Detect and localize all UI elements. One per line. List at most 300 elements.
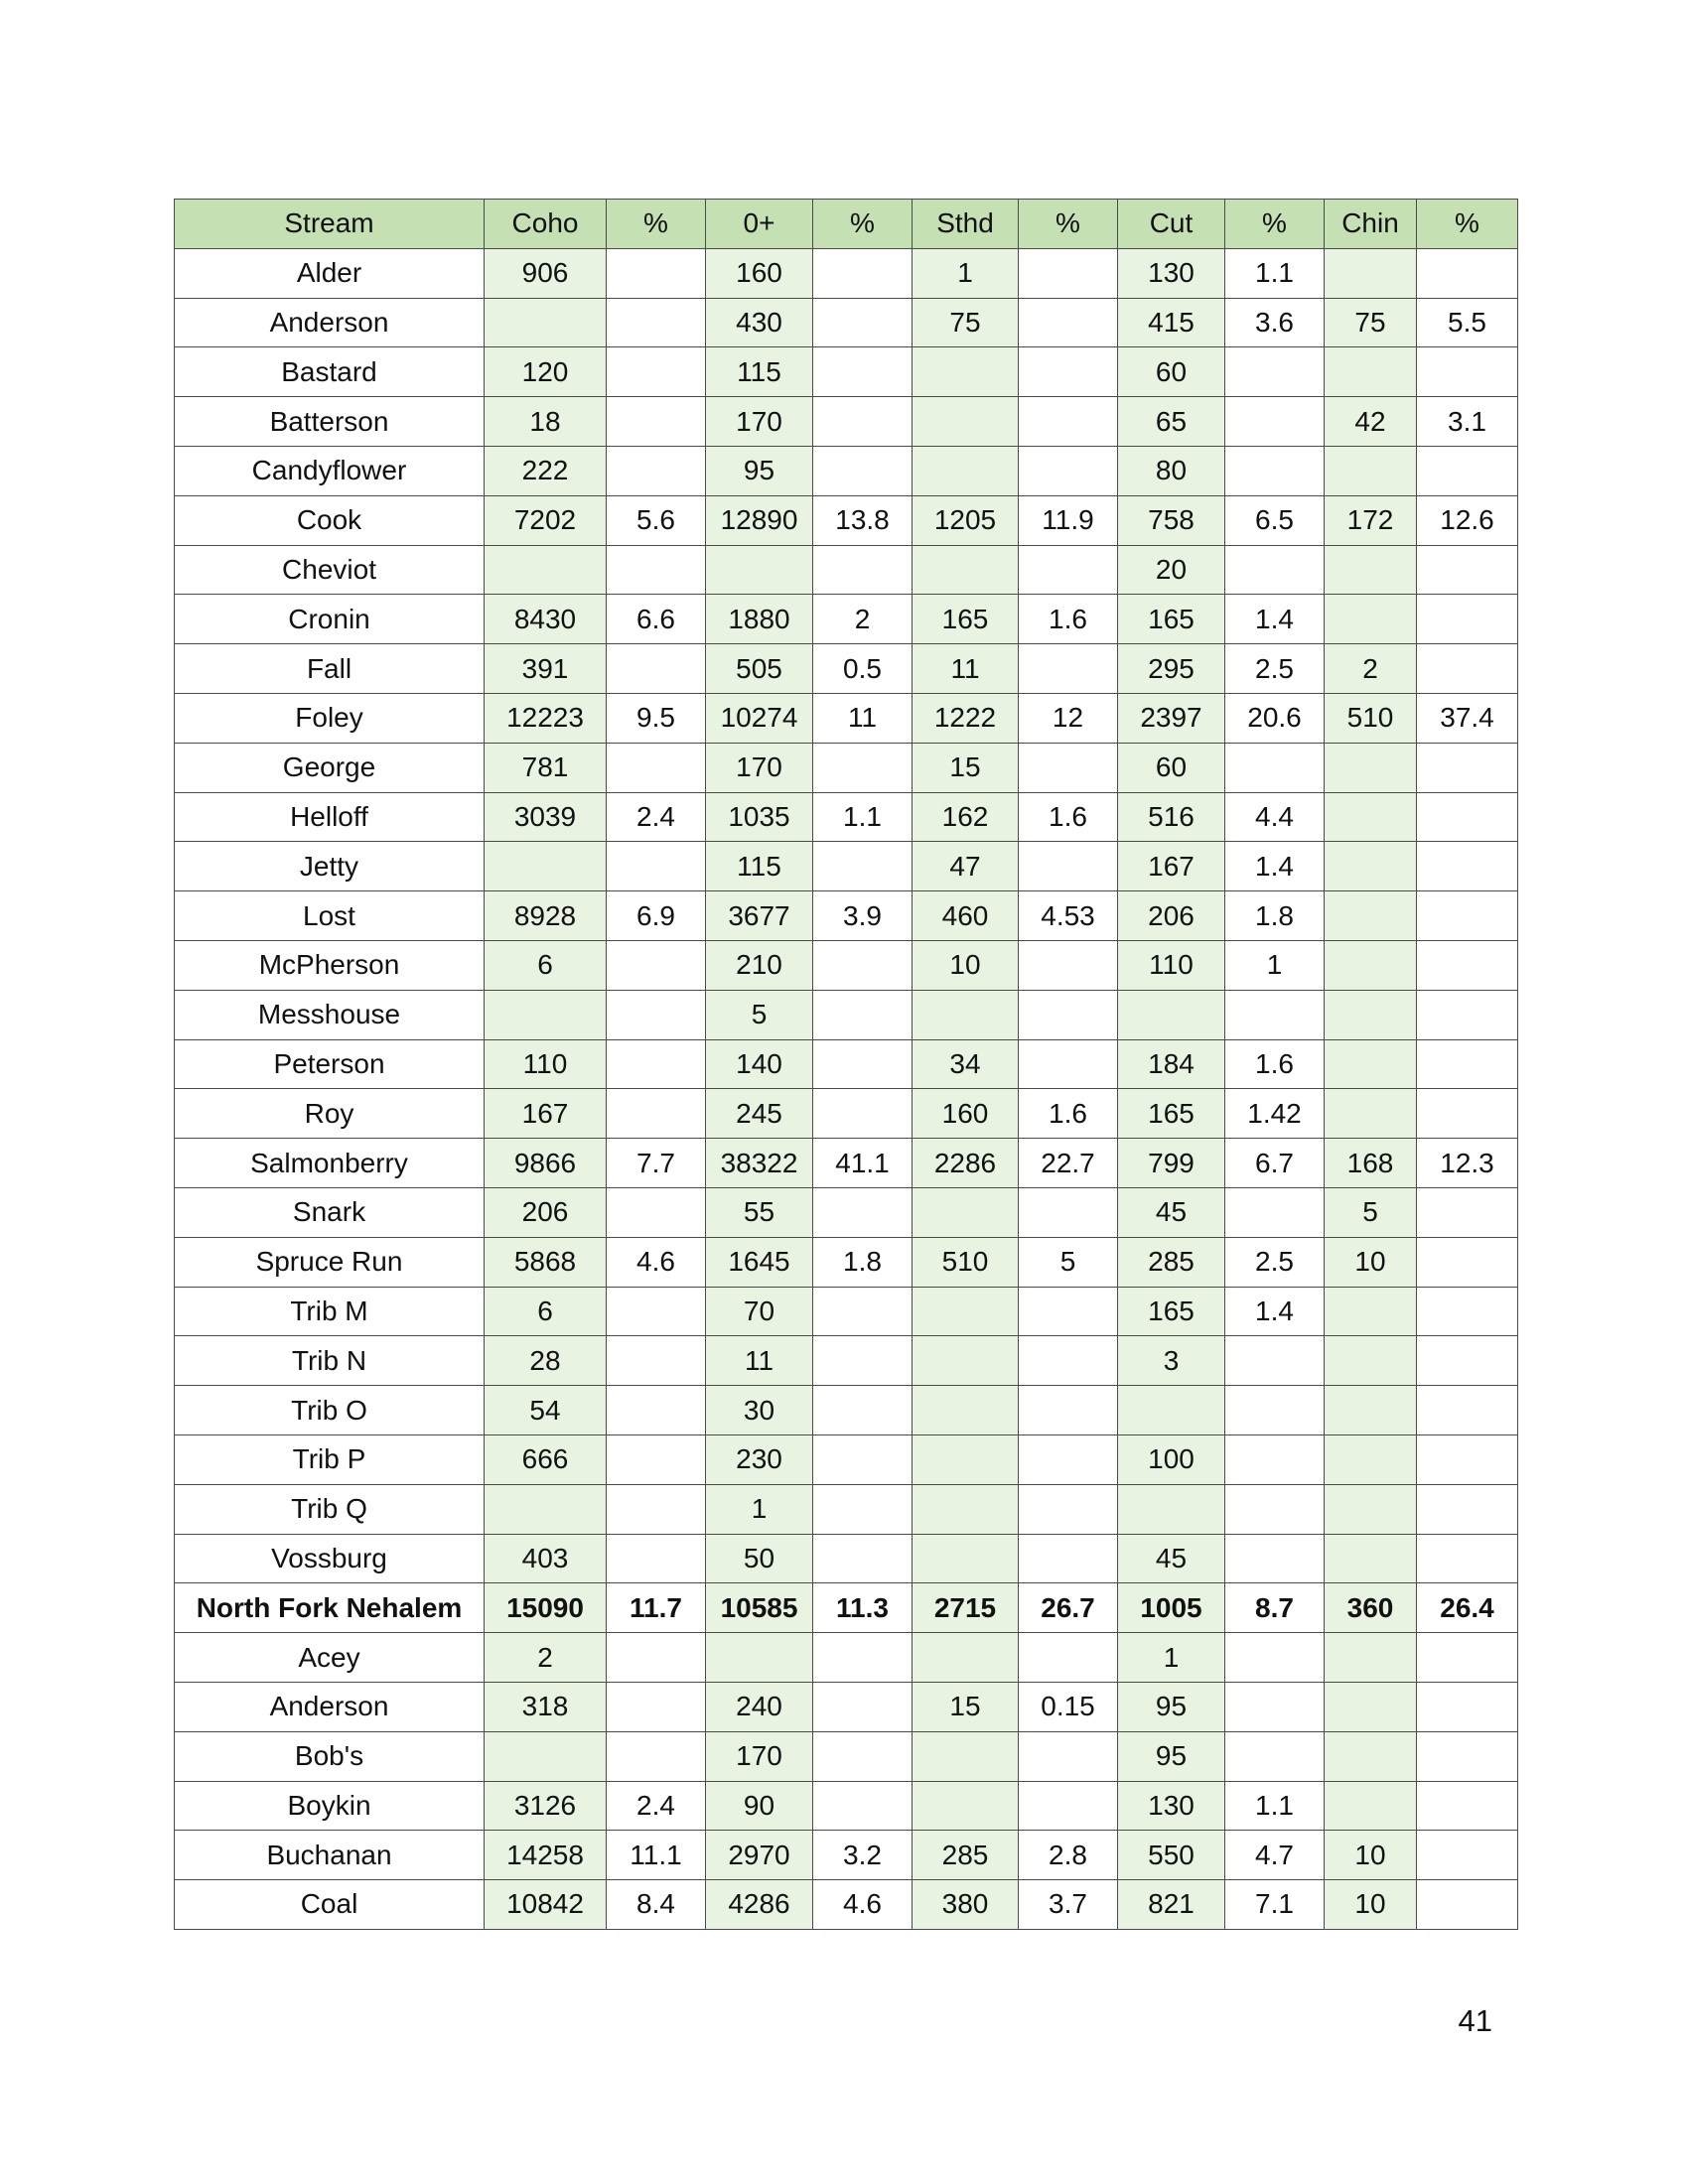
cell-chin-pct <box>1417 1187 1518 1237</box>
cell-sthd-pct: 1.6 <box>1019 792 1118 842</box>
cell-age0: 170 <box>706 1731 813 1781</box>
cell-coho-pct <box>607 1187 706 1237</box>
cell-sthd <box>913 397 1019 447</box>
cell-coho: 906 <box>485 248 607 298</box>
cell-age0: 1035 <box>706 792 813 842</box>
cell-coho-pct <box>607 1039 706 1089</box>
cell-chin-pct <box>1417 842 1518 891</box>
table-body <box>175 248 1518 1929</box>
table-row <box>175 940 1518 990</box>
table-row <box>175 1336 1518 1386</box>
cell-coho: 54 <box>485 1386 607 1435</box>
cell-sthd-pct: 0.15 <box>1019 1682 1118 1731</box>
table-row <box>175 1287 1518 1336</box>
cell-stream: Coal <box>175 1880 485 1930</box>
cell-age0-pct <box>813 1534 913 1583</box>
column-header-age0: 0+ <box>706 200 813 249</box>
table-row <box>175 248 1518 298</box>
cell-chin <box>1325 1039 1417 1089</box>
cell-coho: 5868 <box>485 1237 607 1287</box>
cell-sthd: 460 <box>913 891 1019 941</box>
cell-cut-pct <box>1225 397 1325 447</box>
cell-cut: 799 <box>1118 1139 1225 1188</box>
cell-stream: Trib O <box>175 1386 485 1435</box>
cell-chin: 2 <box>1325 644 1417 694</box>
cell-coho-pct <box>607 298 706 347</box>
cell-cut-pct <box>1225 1484 1325 1534</box>
table-row <box>175 347 1518 397</box>
cell-sthd: 10 <box>913 940 1019 990</box>
cell-cut-pct: 1.4 <box>1225 1287 1325 1336</box>
cell-sthd-pct <box>1019 1534 1118 1583</box>
cell-chin <box>1325 446 1417 495</box>
column-header-stream: Stream <box>175 200 485 249</box>
cell-cut-pct <box>1225 1534 1325 1583</box>
cell-sthd-pct <box>1019 298 1118 347</box>
cell-cut-pct <box>1225 990 1325 1039</box>
table-row <box>175 1731 1518 1781</box>
cell-coho-pct <box>607 1336 706 1386</box>
cell-coho: 18 <box>485 397 607 447</box>
cell-cut: 206 <box>1118 891 1225 941</box>
cell-chin <box>1325 1781 1417 1831</box>
cell-sthd-pct: 26.7 <box>1019 1583 1118 1633</box>
cell-sthd: 2286 <box>913 1139 1019 1188</box>
cell-cut: 60 <box>1118 743 1225 792</box>
cell-sthd <box>913 347 1019 397</box>
cell-chin-pct: 5.5 <box>1417 298 1518 347</box>
cell-sthd <box>913 1434 1019 1484</box>
cell-age0-pct: 41.1 <box>813 1139 913 1188</box>
cell-sthd-pct <box>1019 644 1118 694</box>
cell-age0: 170 <box>706 743 813 792</box>
cell-chin-pct <box>1417 1633 1518 1683</box>
table-row <box>175 1682 1518 1731</box>
column-header-chin: Chin <box>1325 200 1417 249</box>
column-header-cut: Cut <box>1118 200 1225 249</box>
cell-coho-pct: 9.5 <box>607 693 706 743</box>
cell-coho: 9866 <box>485 1139 607 1188</box>
cell-chin-pct <box>1417 1831 1518 1880</box>
cell-sthd-pct <box>1019 347 1118 397</box>
cell-age0: 5 <box>706 990 813 1039</box>
cell-chin-pct <box>1417 891 1518 941</box>
cell-cut-pct: 1 <box>1225 940 1325 990</box>
cell-stream: Boykin <box>175 1781 485 1831</box>
cell-age0: 55 <box>706 1187 813 1237</box>
cell-stream: Snark <box>175 1187 485 1237</box>
cell-cut-pct: 7.1 <box>1225 1880 1325 1930</box>
cell-chin <box>1325 347 1417 397</box>
cell-cut <box>1118 1386 1225 1435</box>
cell-age0-pct <box>813 1633 913 1683</box>
cell-coho-pct <box>607 1386 706 1435</box>
cell-sthd-pct <box>1019 1187 1118 1237</box>
cell-coho-pct <box>607 1484 706 1534</box>
cell-coho: 28 <box>485 1336 607 1386</box>
column-header-chin-pct: % <box>1417 200 1518 249</box>
cell-chin-pct: 12.6 <box>1417 495 1518 545</box>
cell-age0-pct <box>813 1336 913 1386</box>
table-row <box>175 1831 1518 1880</box>
cell-sthd: 162 <box>913 792 1019 842</box>
cell-stream: Jetty <box>175 842 485 891</box>
cell-sthd-pct: 12 <box>1019 693 1118 743</box>
cell-age0-pct <box>813 248 913 298</box>
cell-stream: Acey <box>175 1633 485 1683</box>
table-row <box>175 1386 1518 1435</box>
cell-age0-pct <box>813 397 913 447</box>
cell-stream: North Fork Nehalem <box>175 1583 485 1633</box>
cell-sthd-pct: 1.6 <box>1019 595 1118 644</box>
cell-cut: 95 <box>1118 1682 1225 1731</box>
cell-stream: Anderson <box>175 1682 485 1731</box>
cell-coho: 167 <box>485 1089 607 1139</box>
cell-sthd-pct <box>1019 743 1118 792</box>
cell-coho-pct <box>607 1534 706 1583</box>
cell-cut: 1 <box>1118 1633 1225 1683</box>
cell-cut-pct <box>1225 1187 1325 1237</box>
cell-age0-pct <box>813 1781 913 1831</box>
cell-stream: Roy <box>175 1089 485 1139</box>
cell-chin: 168 <box>1325 1139 1417 1188</box>
cell-cut: 415 <box>1118 298 1225 347</box>
cell-coho: 7202 <box>485 495 607 545</box>
cell-chin: 10 <box>1325 1880 1417 1930</box>
cell-chin <box>1325 842 1417 891</box>
cell-sthd-pct <box>1019 1434 1118 1484</box>
cell-age0: 90 <box>706 1781 813 1831</box>
table-row <box>175 298 1518 347</box>
cell-coho: 666 <box>485 1434 607 1484</box>
cell-chin-pct <box>1417 1534 1518 1583</box>
cell-coho: 14258 <box>485 1831 607 1880</box>
cell-age0: 10274 <box>706 693 813 743</box>
cell-chin-pct <box>1417 1484 1518 1534</box>
cell-coho-pct: 8.4 <box>607 1880 706 1930</box>
cell-cut: 65 <box>1118 397 1225 447</box>
cell-chin <box>1325 990 1417 1039</box>
cell-age0-pct: 13.8 <box>813 495 913 545</box>
table-row <box>175 446 1518 495</box>
cell-sthd: 1222 <box>913 693 1019 743</box>
cell-cut: 184 <box>1118 1039 1225 1089</box>
cell-cut-pct <box>1225 347 1325 397</box>
cell-chin-pct <box>1417 545 1518 595</box>
cell-chin: 5 <box>1325 1187 1417 1237</box>
table-row <box>175 1139 1518 1188</box>
cell-sthd-pct <box>1019 1484 1118 1534</box>
table-row <box>175 1781 1518 1831</box>
cell-cut: 165 <box>1118 1089 1225 1139</box>
cell-chin <box>1325 1089 1417 1139</box>
cell-age0-pct: 1.8 <box>813 1237 913 1287</box>
cell-chin <box>1325 1336 1417 1386</box>
cell-stream: Foley <box>175 693 485 743</box>
cell-sthd: 1205 <box>913 495 1019 545</box>
cell-cut-pct <box>1225 545 1325 595</box>
cell-sthd-pct <box>1019 1287 1118 1336</box>
table-row <box>175 1237 1518 1287</box>
fish-count-table <box>174 199 1518 1930</box>
cell-sthd <box>913 1633 1019 1683</box>
table-row <box>175 842 1518 891</box>
cell-coho-pct <box>607 248 706 298</box>
cell-cut-pct: 2.5 <box>1225 644 1325 694</box>
cell-sthd: 15 <box>913 1682 1019 1731</box>
cell-age0: 95 <box>706 446 813 495</box>
cell-age0: 3677 <box>706 891 813 941</box>
cell-sthd <box>913 1187 1019 1237</box>
cell-sthd <box>913 446 1019 495</box>
table-row <box>175 1039 1518 1089</box>
cell-age0-pct <box>813 1089 913 1139</box>
cell-sthd-pct <box>1019 842 1118 891</box>
cell-sthd: 285 <box>913 1831 1019 1880</box>
cell-chin <box>1325 891 1417 941</box>
table-row <box>175 743 1518 792</box>
cell-cut-pct: 1.6 <box>1225 1039 1325 1089</box>
cell-age0-pct: 3.9 <box>813 891 913 941</box>
cell-chin-pct <box>1417 1336 1518 1386</box>
cell-sthd: 15 <box>913 743 1019 792</box>
cell-cut: 60 <box>1118 347 1225 397</box>
cell-age0-pct <box>813 1386 913 1435</box>
cell-age0-pct: 11.3 <box>813 1583 913 1633</box>
cell-sthd-pct <box>1019 545 1118 595</box>
cell-sthd-pct <box>1019 1781 1118 1831</box>
cell-chin-pct <box>1417 1781 1518 1831</box>
cell-sthd-pct <box>1019 248 1118 298</box>
cell-age0: 115 <box>706 842 813 891</box>
cell-age0-pct <box>813 545 913 595</box>
cell-chin-pct <box>1417 743 1518 792</box>
table-row <box>175 990 1518 1039</box>
cell-coho: 3039 <box>485 792 607 842</box>
cell-cut-pct <box>1225 1731 1325 1781</box>
cell-chin <box>1325 1731 1417 1781</box>
cell-sthd-pct <box>1019 1633 1118 1683</box>
cell-age0-pct <box>813 1484 913 1534</box>
cell-sthd <box>913 1534 1019 1583</box>
cell-sthd-pct: 3.7 <box>1019 1880 1118 1930</box>
cell-sthd: 160 <box>913 1089 1019 1139</box>
cell-coho-pct: 4.6 <box>607 1237 706 1287</box>
cell-cut-pct <box>1225 1633 1325 1683</box>
cell-chin-pct <box>1417 644 1518 694</box>
cell-cut-pct <box>1225 743 1325 792</box>
cell-age0 <box>706 545 813 595</box>
cell-chin-pct: 26.4 <box>1417 1583 1518 1633</box>
cell-coho-pct: 11.1 <box>607 1831 706 1880</box>
cell-age0-pct <box>813 1039 913 1089</box>
cell-age0: 115 <box>706 347 813 397</box>
cell-stream: Cheviot <box>175 545 485 595</box>
cell-sthd <box>913 545 1019 595</box>
table-row <box>175 1434 1518 1484</box>
cell-coho: 10842 <box>485 1880 607 1930</box>
cell-age0-pct <box>813 1731 913 1781</box>
cell-sthd <box>913 1287 1019 1336</box>
cell-chin-pct: 12.3 <box>1417 1139 1518 1188</box>
column-header-sthd-pct: % <box>1019 200 1118 249</box>
cell-chin: 42 <box>1325 397 1417 447</box>
cell-cut: 550 <box>1118 1831 1225 1880</box>
cell-cut-pct: 20.6 <box>1225 693 1325 743</box>
cell-age0-pct <box>813 1187 913 1237</box>
cell-chin <box>1325 1434 1417 1484</box>
cell-cut-pct <box>1225 446 1325 495</box>
table-row <box>175 595 1518 644</box>
cell-chin: 510 <box>1325 693 1417 743</box>
cell-chin-pct: 37.4 <box>1417 693 1518 743</box>
table-row <box>175 1583 1518 1633</box>
table-row <box>175 891 1518 941</box>
cell-stream: Cook <box>175 495 485 545</box>
cell-cut-pct <box>1225 1682 1325 1731</box>
cell-sthd-pct <box>1019 1386 1118 1435</box>
cell-sthd-pct: 1.6 <box>1019 1089 1118 1139</box>
cell-coho: 222 <box>485 446 607 495</box>
cell-cut: 2397 <box>1118 693 1225 743</box>
cell-chin-pct <box>1417 347 1518 397</box>
cell-chin-pct <box>1417 1237 1518 1287</box>
cell-chin-pct <box>1417 1039 1518 1089</box>
cell-chin-pct <box>1417 792 1518 842</box>
cell-coho: 3126 <box>485 1781 607 1831</box>
cell-stream: Trib N <box>175 1336 485 1386</box>
cell-cut: 45 <box>1118 1187 1225 1237</box>
cell-chin <box>1325 1633 1417 1683</box>
cell-chin-pct <box>1417 1682 1518 1731</box>
cell-coho-pct: 2.4 <box>607 1781 706 1831</box>
cell-sthd: 11 <box>913 644 1019 694</box>
cell-chin-pct <box>1417 595 1518 644</box>
cell-sthd-pct <box>1019 446 1118 495</box>
cell-coho-pct <box>607 347 706 397</box>
cell-chin-pct <box>1417 1731 1518 1781</box>
cell-chin <box>1325 1287 1417 1336</box>
cell-sthd-pct <box>1019 1336 1118 1386</box>
cell-age0-pct <box>813 940 913 990</box>
cell-coho-pct: 5.6 <box>607 495 706 545</box>
cell-chin-pct <box>1417 1880 1518 1930</box>
cell-chin-pct <box>1417 248 1518 298</box>
cell-cut-pct: 8.7 <box>1225 1583 1325 1633</box>
cell-sthd <box>913 990 1019 1039</box>
cell-age0: 245 <box>706 1089 813 1139</box>
cell-age0: 240 <box>706 1682 813 1731</box>
cell-chin-pct <box>1417 1287 1518 1336</box>
cell-cut-pct: 1.4 <box>1225 842 1325 891</box>
cell-cut-pct: 2.5 <box>1225 1237 1325 1287</box>
cell-age0-pct <box>813 990 913 1039</box>
cell-sthd: 510 <box>913 1237 1019 1287</box>
cell-age0-pct <box>813 347 913 397</box>
cell-coho: 8430 <box>485 595 607 644</box>
cell-chin-pct <box>1417 446 1518 495</box>
cell-age0: 140 <box>706 1039 813 1089</box>
cell-coho: 15090 <box>485 1583 607 1633</box>
column-header-coho-pct: % <box>607 200 706 249</box>
cell-age0: 38322 <box>706 1139 813 1188</box>
cell-coho-pct <box>607 940 706 990</box>
cell-stream: Buchanan <box>175 1831 485 1880</box>
cell-sthd <box>913 1386 1019 1435</box>
cell-coho: 8928 <box>485 891 607 941</box>
cell-chin: 10 <box>1325 1831 1417 1880</box>
cell-sthd: 165 <box>913 595 1019 644</box>
cell-coho-pct: 11.7 <box>607 1583 706 1633</box>
cell-age0-pct: 1.1 <box>813 792 913 842</box>
cell-coho <box>485 1484 607 1534</box>
cell-cut-pct <box>1225 1336 1325 1386</box>
cell-age0-pct <box>813 1682 913 1731</box>
cell-chin-pct <box>1417 1386 1518 1435</box>
cell-coho-pct: 2.4 <box>607 792 706 842</box>
cell-sthd-pct <box>1019 940 1118 990</box>
cell-chin: 75 <box>1325 298 1417 347</box>
cell-cut-pct: 1.8 <box>1225 891 1325 941</box>
cell-cut: 130 <box>1118 248 1225 298</box>
column-header-age0-pct: % <box>813 200 913 249</box>
cell-cut: 130 <box>1118 1781 1225 1831</box>
cell-cut: 285 <box>1118 1237 1225 1287</box>
cell-age0: 170 <box>706 397 813 447</box>
cell-cut: 165 <box>1118 595 1225 644</box>
cell-sthd <box>913 1484 1019 1534</box>
cell-age0: 11 <box>706 1336 813 1386</box>
cell-chin <box>1325 1682 1417 1731</box>
cell-cut-pct: 3.6 <box>1225 298 1325 347</box>
cell-sthd <box>913 1781 1019 1831</box>
cell-stream: Trib Q <box>175 1484 485 1534</box>
cell-coho-pct <box>607 1434 706 1484</box>
cell-sthd: 47 <box>913 842 1019 891</box>
cell-age0: 1880 <box>706 595 813 644</box>
cell-cut: 165 <box>1118 1287 1225 1336</box>
cell-stream: Helloff <box>175 792 485 842</box>
cell-age0: 1645 <box>706 1237 813 1287</box>
cell-age0: 230 <box>706 1434 813 1484</box>
cell-age0-pct: 11 <box>813 693 913 743</box>
cell-coho-pct <box>607 1731 706 1781</box>
cell-stream: Bastard <box>175 347 485 397</box>
cell-cut: 95 <box>1118 1731 1225 1781</box>
cell-chin <box>1325 1534 1417 1583</box>
cell-coho: 2 <box>485 1633 607 1683</box>
cell-cut-pct: 1.4 <box>1225 595 1325 644</box>
cell-cut <box>1118 1484 1225 1534</box>
cell-coho <box>485 990 607 1039</box>
cell-cut-pct: 1.1 <box>1225 248 1325 298</box>
cell-age0 <box>706 1633 813 1683</box>
table-row <box>175 1187 1518 1237</box>
cell-age0-pct: 0.5 <box>813 644 913 694</box>
cell-sthd-pct <box>1019 990 1118 1039</box>
cell-cut: 1005 <box>1118 1583 1225 1633</box>
table-row <box>175 545 1518 595</box>
cell-stream: Alder <box>175 248 485 298</box>
cell-age0-pct: 2 <box>813 595 913 644</box>
cell-stream: Batterson <box>175 397 485 447</box>
table-row <box>175 397 1518 447</box>
cell-coho-pct <box>607 1633 706 1683</box>
cell-coho-pct <box>607 1287 706 1336</box>
cell-coho-pct <box>607 743 706 792</box>
cell-stream: George <box>175 743 485 792</box>
cell-coho: 120 <box>485 347 607 397</box>
